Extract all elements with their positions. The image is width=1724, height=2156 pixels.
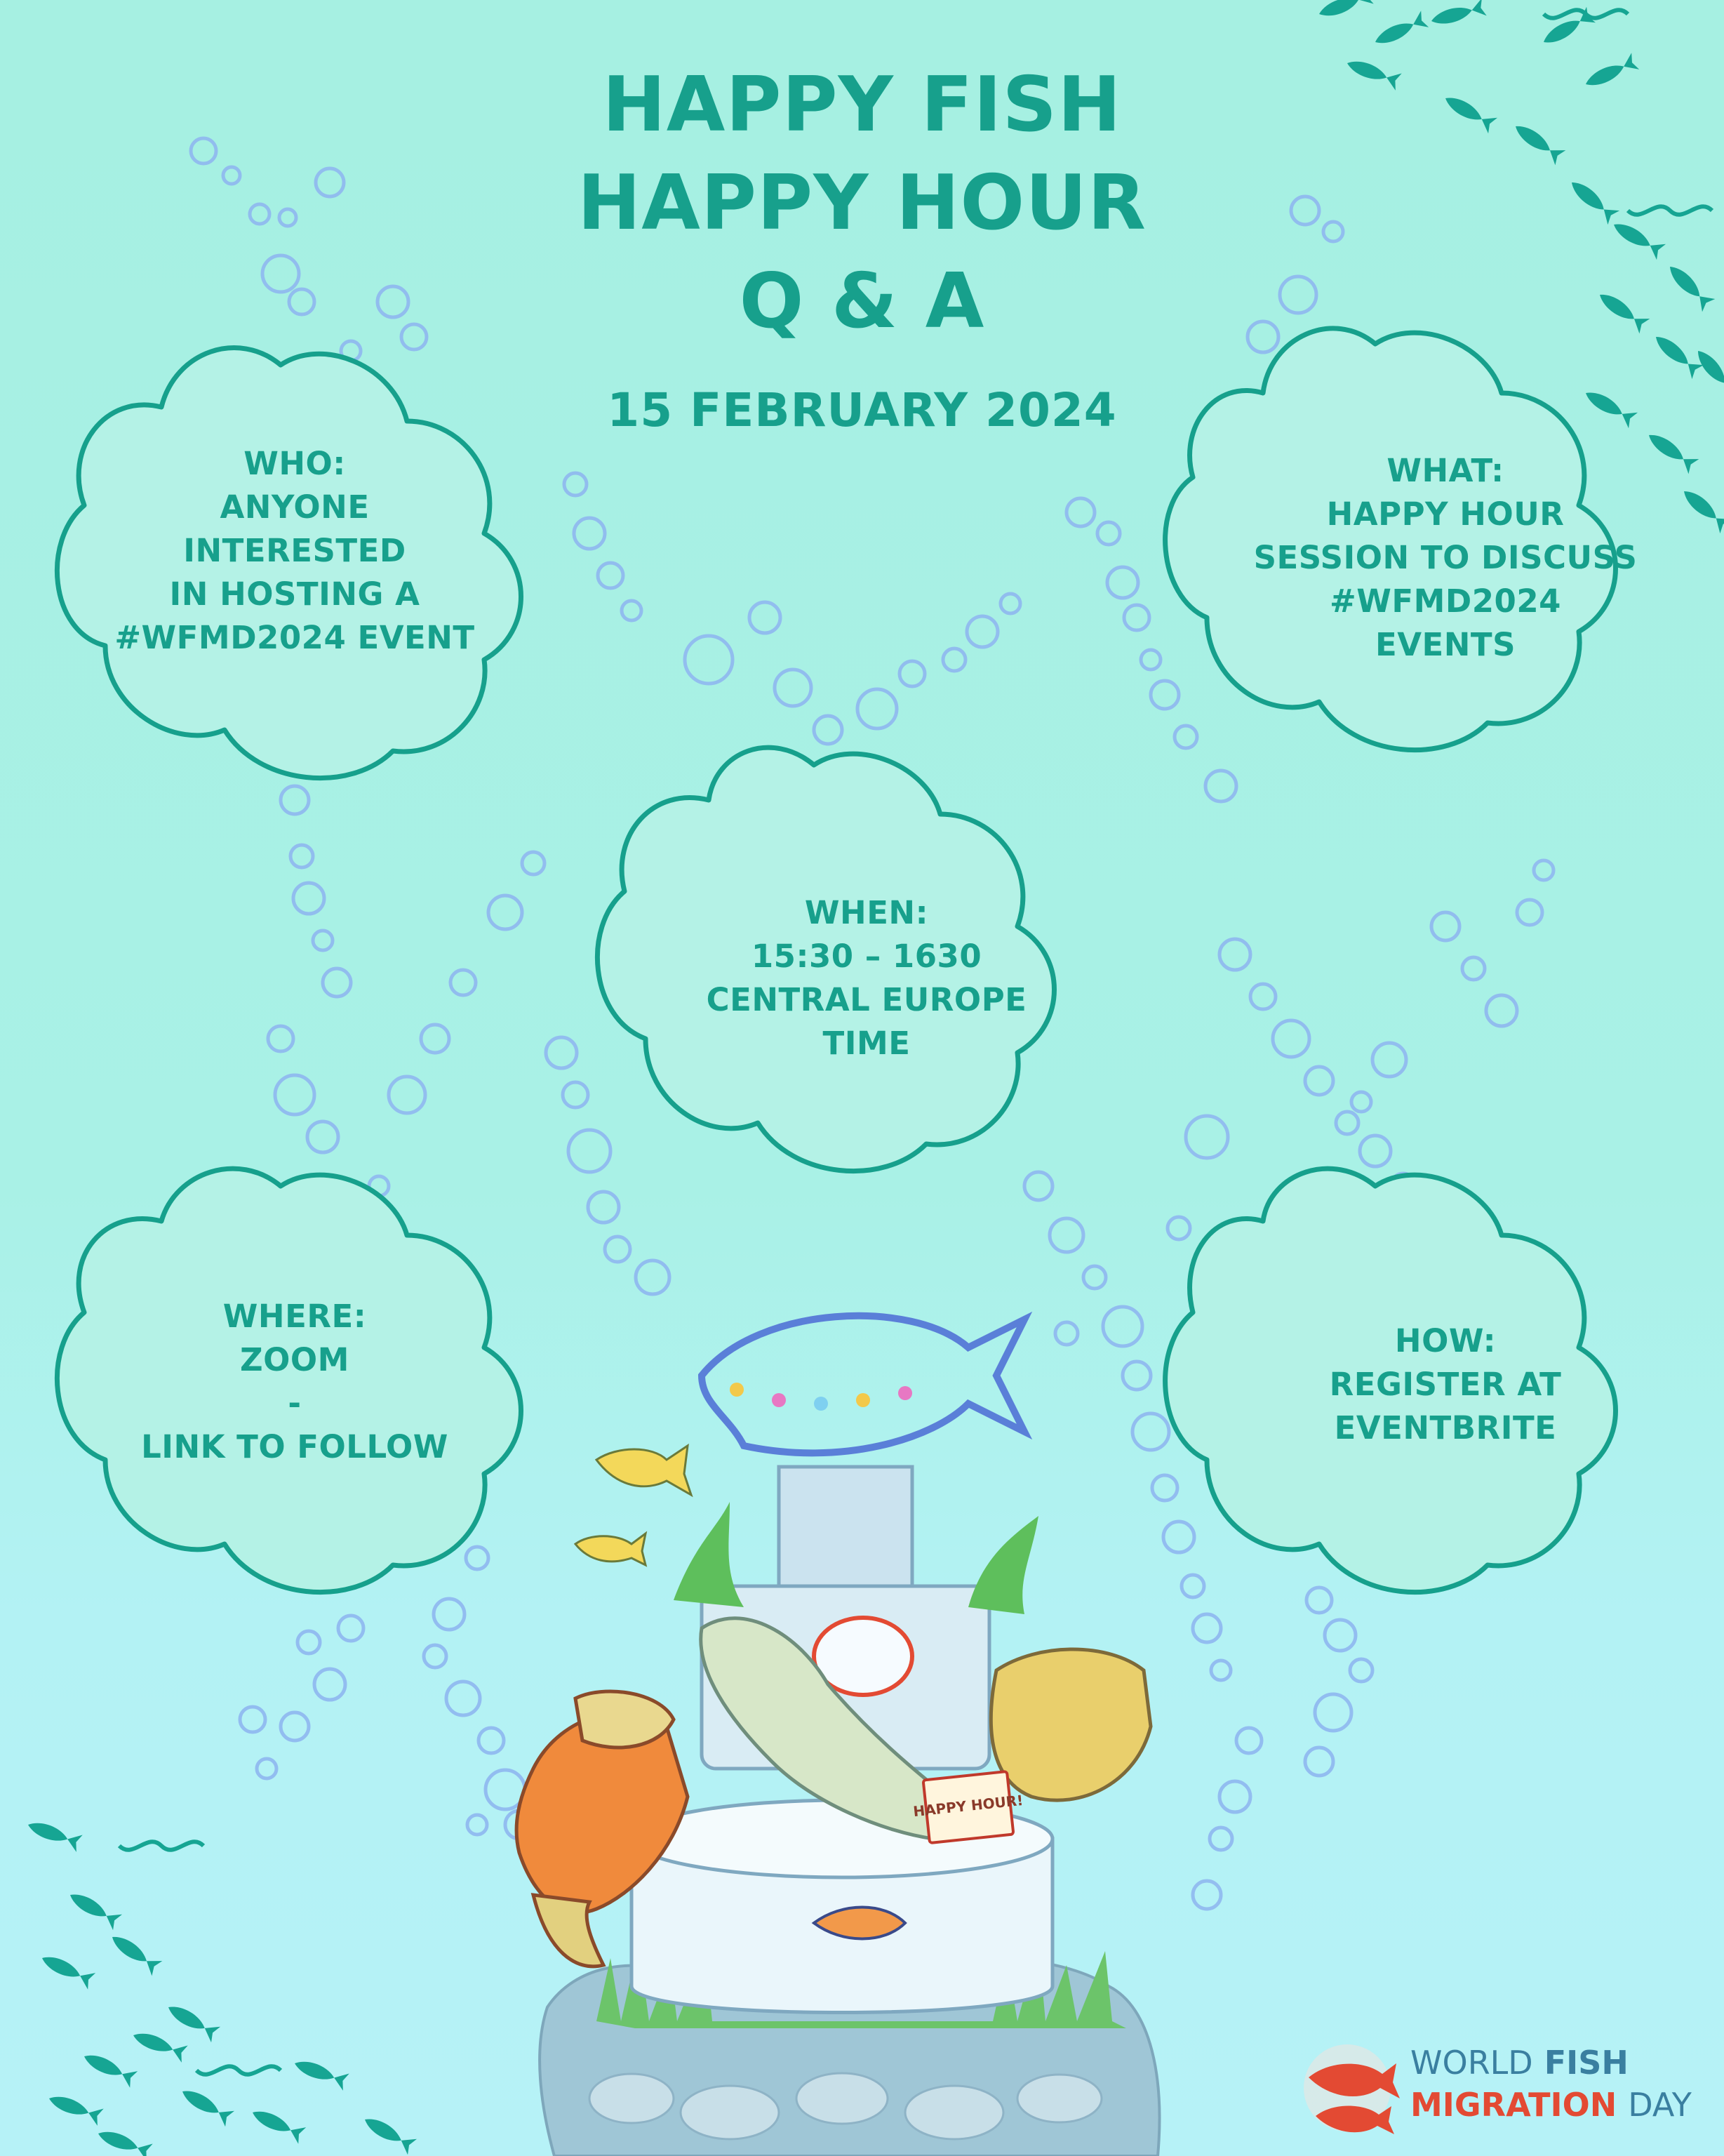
fish-silhouette [39,1950,96,1990]
brand-world: WORLD [1410,2044,1533,2082]
bubble [1220,1781,1250,1812]
who-line: IN HOSTING A [169,575,420,613]
fish-silhouette [66,1887,123,1931]
fish-bar-illustration [516,1316,1159,2156]
bubble [1325,1620,1356,1651]
bubble [1123,1362,1151,1390]
world-fish-migration-day-logo [1298,2035,1691,2141]
bubble [298,1631,320,1653]
bubble [446,1682,480,1715]
bubble [1107,567,1138,598]
how-cloud-text [1193,1319,1698,1450]
stone [681,2086,779,2139]
bubble [1132,1413,1169,1450]
when-cloud-text [656,891,1077,1065]
bubble [1186,1116,1228,1158]
bubble [257,1759,276,1778]
bubble [1350,1659,1372,1682]
bubble [814,716,842,744]
bubble [1001,594,1020,613]
bubble [1273,1020,1309,1057]
bubble [323,969,351,997]
kelp-left [674,1502,744,1607]
string-light [898,1386,912,1400]
bubble [1182,1575,1204,1597]
bubble [857,689,897,728]
bubble [1211,1661,1231,1680]
bubble [421,1025,449,1053]
bubble [1486,995,1517,1026]
bubble [434,1599,465,1630]
bubble [479,1728,504,1753]
bubble [1351,1092,1371,1112]
bubble [546,1037,577,1068]
bubble [1103,1307,1142,1346]
bubble [568,1130,610,1172]
how-line: REGISTER AT [1329,1366,1562,1403]
bubble [1175,726,1197,748]
fish-silhouette [46,2090,104,2126]
fish-silhouette [178,2084,235,2127]
who-cloud-text [70,442,519,660]
bubble [1305,1748,1333,1776]
what-cloud-text [1193,449,1698,667]
bubble [564,473,587,495]
bubble [1055,1322,1078,1345]
bubble [1360,1136,1391,1166]
brand-line-2 [1410,2086,1692,2124]
bubble [1152,1475,1177,1500]
bubble [1534,860,1553,880]
small-yellow-fish [596,1446,691,1495]
brand-line-1 [1410,2044,1629,2082]
when-label: WHEN: [804,894,929,931]
bubble [466,1547,488,1569]
when-line: CENTRAL EUROPE [706,981,1027,1018]
neon-fish-sign [702,1316,1024,1453]
how-line: EVENTBRITE [1334,1409,1557,1446]
stone [796,2073,888,2124]
bubble [1210,1828,1232,1850]
bubble [275,1075,314,1114]
bubble [1372,1043,1406,1077]
bubble [1250,984,1276,1009]
bubble [775,670,811,706]
fish-silhouette [164,1999,221,2043]
bubble [281,786,309,814]
fish-silhouette [95,2125,153,2156]
where-line: - [288,1385,302,1422]
where-line: ZOOM [240,1341,349,1378]
bubble [1193,1881,1221,1909]
where-label: WHERE: [222,1298,367,1335]
bubble [313,931,333,950]
who-line: #WFMD2024 EVENT [114,619,475,656]
bubble [1220,939,1250,970]
bubble [588,1192,619,1223]
bubble [598,563,623,588]
bubble [685,636,733,684]
bubble [450,970,476,995]
bubble [1067,498,1095,526]
bubble [967,616,998,647]
bubble [1050,1218,1083,1252]
title-line-3: Q & A [739,258,985,345]
bubble [1336,1112,1358,1134]
bubble [1024,1172,1053,1200]
bubble [1124,605,1149,630]
bubble [900,661,925,686]
small-yellow-fish [575,1533,646,1565]
bubble [605,1237,630,1262]
happy-hour-sign-text: HAPPY HOUR! [912,1791,1024,1821]
eel-silhouette [1544,10,1628,18]
bubble [1431,912,1459,940]
fish-silhouette [249,2104,307,2144]
who-line: INTERESTED [183,532,406,569]
bubble [574,518,605,549]
bubble [1097,522,1120,545]
bubble [636,1260,669,1294]
who-line: ANYONE [220,488,370,526]
bubble [424,1645,446,1668]
eel-silhouette [196,2066,281,2075]
bubble [240,1707,265,1732]
fish-silhouette [25,1816,83,1852]
bubble [293,883,324,914]
bubble [1205,771,1236,801]
bubble [1141,650,1161,670]
bubble [943,648,965,671]
who-label: WHO: [243,445,346,482]
stone [1017,2075,1102,2122]
what-line: #WFMD2024 [1330,583,1561,620]
bubble [314,1669,345,1700]
brand-migration: MIGRATION [1410,2086,1617,2124]
event-date: 15 FEBRUARY 2024 [607,383,1117,437]
bubble [1236,1728,1262,1753]
bubble [522,852,544,874]
bubble [1315,1694,1351,1731]
what-line: HAPPY HOUR [1326,495,1565,533]
fish-silhouette [361,2112,417,2155]
bubble [1193,1614,1221,1642]
bubble [1168,1217,1190,1239]
beanie-fish-patron [991,1649,1151,1800]
fish-silhouette [1316,0,1374,22]
string-light [730,1383,744,1397]
fish-silhouette [292,2055,349,2091]
what-label: WHAT: [1386,452,1504,489]
where-line: LINK TO FOLLOW [141,1428,448,1465]
fish-silhouette [131,2027,188,2063]
bubble [563,1082,588,1107]
bubble [1307,1588,1332,1613]
when-line: TIME [822,1025,911,1062]
bubble [290,845,313,867]
string-light [814,1397,828,1411]
bubble [338,1616,363,1641]
fish-silhouette [107,1929,163,1976]
bubble [749,602,780,633]
bubble [281,1712,309,1741]
bubble [467,1815,487,1835]
bubble [1151,681,1179,709]
kelp-right [968,1516,1038,1614]
bubble [1163,1522,1194,1552]
bubble [389,1077,425,1113]
title-line-1: HAPPY FISH [602,61,1122,149]
bubble [307,1122,338,1152]
bubble [1305,1067,1333,1095]
bubble [268,1026,293,1051]
fish-silhouette [81,2048,138,2088]
when-line: 15:30 – 1630 [751,938,982,975]
bubble [622,601,641,620]
eel-silhouette [119,1842,203,1850]
fish-silhouette [1429,0,1487,30]
title-line-2: HAPPY HOUR [577,159,1147,247]
bubble [488,896,522,929]
string-light [772,1393,786,1407]
how-label: HOW: [1394,1322,1497,1359]
fish-silhouette [1372,11,1429,51]
stone [589,2074,674,2123]
what-line: SESSION TO DISCUSS [1253,539,1638,576]
brand-day: DAY [1628,2086,1692,2124]
poster-title [0,56,1724,442]
string-light [856,1393,870,1407]
stone [905,2086,1003,2139]
bubble [1083,1266,1106,1289]
where-cloud-text [70,1295,519,1469]
bubble [1462,957,1485,980]
brand-fish: FISH [1544,2044,1629,2082]
bubble [1517,900,1542,925]
what-line: EVENTS [1375,626,1516,663]
